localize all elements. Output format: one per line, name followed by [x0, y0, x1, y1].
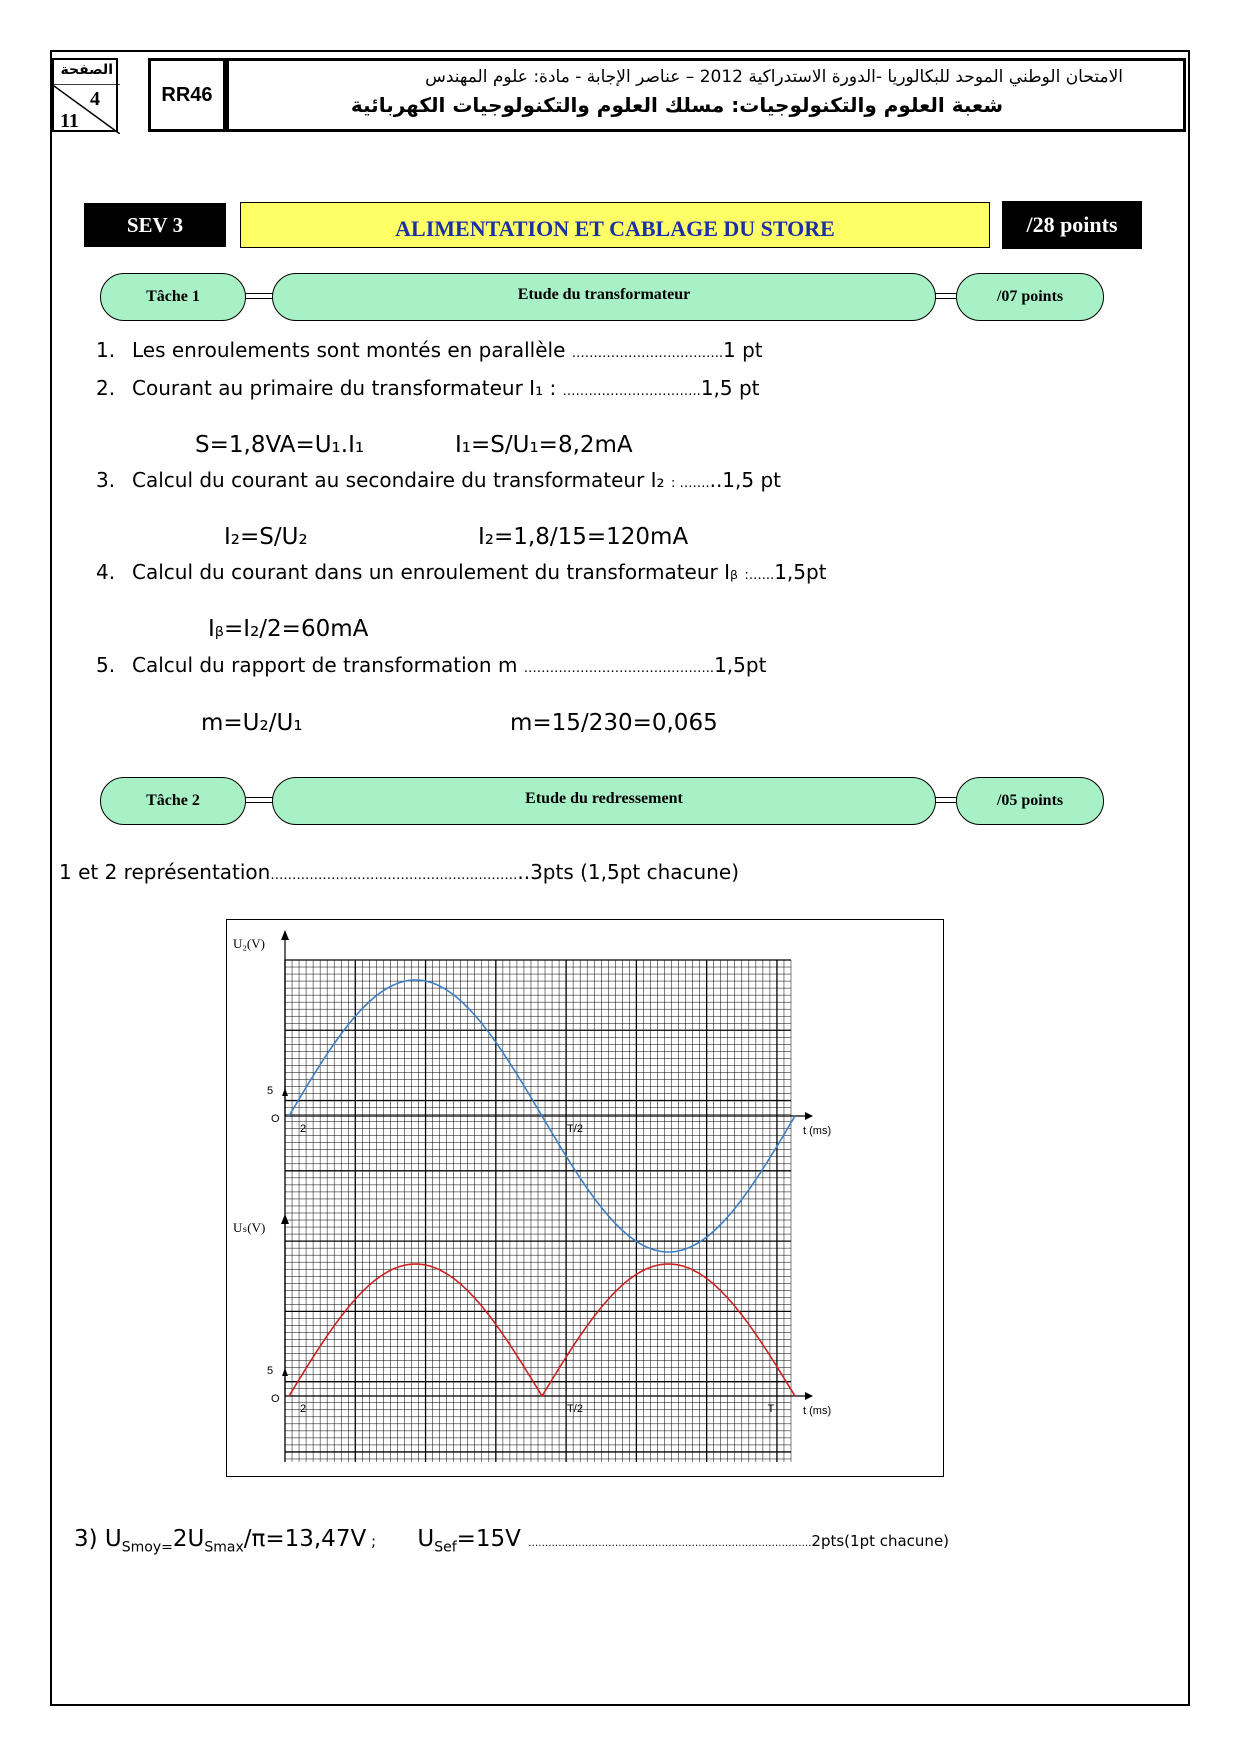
y-axis-label-1: Uₛ(V)	[233, 1220, 266, 1235]
question-2: 2. Courant au primaire du transformateur I₁ : …………………………..1,5 pt	[96, 376, 760, 400]
x-axis-label-0: t (ms)	[803, 1125, 832, 1137]
formula-2b: I₁=S/U₁=8,2mA	[455, 432, 633, 458]
x-axis-arrow-0	[805, 1112, 813, 1120]
exam-title-line2: شعبة العلوم والتكنولوجيات: مسلك العلوم والتكنولوجيات الكهربائية	[350, 93, 1003, 117]
page-label: الصفحة	[60, 62, 113, 78]
section-badge: SEV 3	[84, 203, 226, 247]
page-number: 4	[90, 88, 100, 110]
x-tick-label-0-0: 2	[299, 1123, 307, 1135]
question-3: 3. Calcul du courant au secondaire du transformateur I₂ : ……...1,5 pt	[96, 468, 782, 492]
y-tick-mark-0	[282, 1088, 288, 1096]
formula-3b: I₂=1,8/15=120mA	[478, 524, 689, 550]
x-tick-label-0-1: T/2	[567, 1123, 583, 1135]
y-axis-label-0: U₂(V)	[233, 936, 265, 951]
exam-title-line1: الامتحان الوطني الموحد للبكالوريا -الدورة الاستدراكية 2012 – عناصر الإجابة - مادة: علوم المهندس	[425, 67, 1123, 87]
y-axis-arrow-0	[281, 930, 289, 940]
formula-5b: m=15/230=0,065	[510, 710, 718, 736]
section-points: /28 points	[1002, 201, 1142, 249]
final-answer-line: 3) $U_{Smoy=}2U_{Smax}/\pi=13,47V$ ; $U_{Sef}=15V$ ………………………………………………………………………….2pts(1pt chacune)	[74, 1526, 950, 1556]
task1-points: /07 points	[956, 273, 1104, 321]
page-number-box	[52, 58, 118, 132]
representation-line: 1 et 2 représentation…………………………………………………..3pts (1,5pt chacune)	[59, 860, 739, 884]
y-tick-label-0: 5	[267, 1085, 274, 1097]
task1-title: Etude du transformateur	[272, 273, 936, 321]
formula-5a: m=U₂/U₁	[201, 710, 303, 736]
origin-label-0: O	[271, 1113, 280, 1125]
exam-code: RR46	[148, 58, 226, 132]
x-axis-label-1: t (ms)	[803, 1405, 832, 1417]
y-tick-label-1: 5	[267, 1365, 274, 1377]
x-tick-label-1-2: T	[767, 1403, 775, 1415]
x-tick-label-1-0: 2	[299, 1403, 307, 1415]
task2-points: /05 points	[956, 777, 1104, 825]
x-axis-arrow-1	[805, 1392, 813, 1400]
exam-title-box	[226, 58, 1186, 132]
task1-label: Tâche 1	[100, 273, 246, 321]
us-rectified-curve	[289, 1264, 795, 1396]
task2-title: Etude du redressement	[272, 777, 936, 825]
formula-4a: Iᵦ=I₂/2=60mA	[208, 616, 369, 642]
formula-3a: I₂=S/U₂	[224, 524, 308, 550]
question-4: 4. Calcul du courant dans un enroulement du transformateur Iᵦ :…...1,5pt	[96, 560, 827, 584]
waveform-svg	[227, 920, 945, 1478]
waveform-chart	[226, 919, 944, 1477]
origin-label-1: O	[271, 1393, 280, 1405]
y-tick-mark-1	[282, 1368, 288, 1376]
question-5: 5. Calcul du rapport de transformation m ……………………………………..1,5pt	[96, 653, 767, 677]
section-title: ALIMENTATION ET CABLAGE DU STORE	[240, 202, 990, 248]
page-total: 11	[60, 110, 79, 132]
task2-label: Tâche 2	[100, 777, 246, 825]
y-axis-arrow-1	[281, 1214, 289, 1224]
question-1: 1. Les enroulements sont montés en parallèle ……………………………..1 pt	[96, 338, 763, 362]
formula-2a: S=1,8VA=U₁.I₁	[195, 432, 365, 458]
x-tick-label-1-1: T/2	[567, 1403, 583, 1415]
